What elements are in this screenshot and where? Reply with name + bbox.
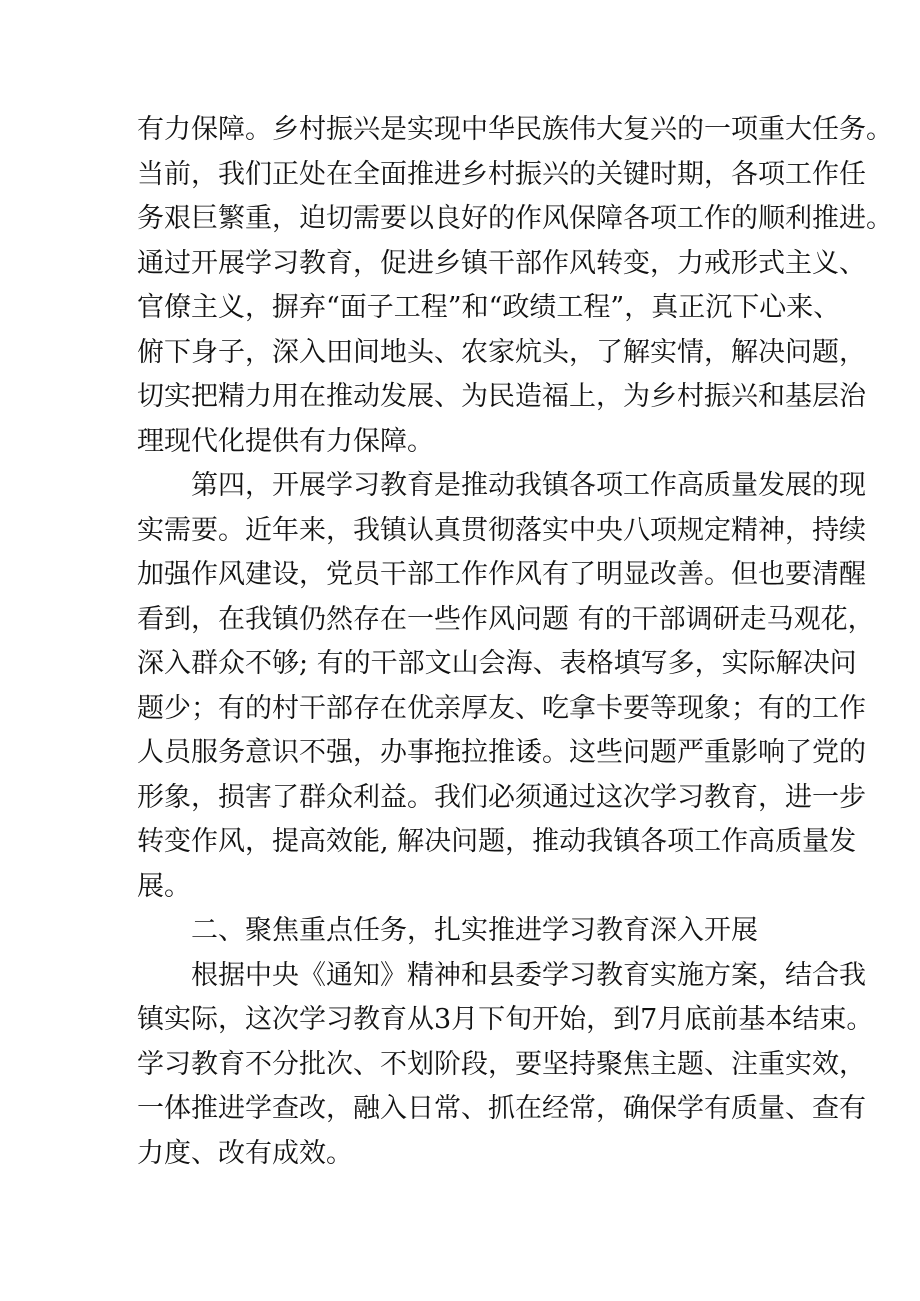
paragraph	[137, 108, 893, 464]
text-line: 展。	[137, 870, 191, 902]
text-line: 转变作风，提高效能, 解决问题，推动我镇各项工作高质量发	[137, 826, 857, 857]
text-line: 根据中央《通知》精神和县委学习教育实施方案，结合我	[191, 959, 866, 991]
text-line: 加强作风建设，党员干部工作作风有了明显改善。但也要清醒	[137, 559, 866, 590]
text-line: 看到，在我镇仍然存在一些作风问题 有的干部调研走马观花，	[137, 603, 875, 635]
text-line: 有力保障。乡村振兴是实现中华民族伟大复兴的一项重大任务。	[137, 114, 893, 145]
text-line: 实需要。近年来，我镇认真贯彻落实中央八项规定精神，持续	[137, 514, 866, 546]
text-line: 二、聚焦重点任务，扎实推进学习教育深入开展	[191, 915, 758, 946]
text-line: 第四，开展学习教育是推动我镇各项工作高质量发展的现	[191, 470, 866, 501]
text-line: 切实把精力用在推动发展、为民造福上，为乡村振兴和基层治	[137, 381, 866, 412]
paragraph	[137, 464, 875, 909]
text-line: 务艰巨繁重，迫切需要以良好的作风保障各项工作的顺利推进。	[137, 203, 893, 234]
text-line: 官僚主义，摒弃“面子工程”和“政绩工程”，真正沉下心来、	[137, 292, 841, 323]
text-line: 俯下身子，深入田间地头、农家炕头，了解实情，解决问题，	[137, 336, 866, 368]
section-heading	[137, 909, 809, 954]
text-line: 一体推进学查改，融入日常、抓在经常，确保学有质量、查有	[137, 1093, 866, 1124]
text-line: 力度、改有成效。	[137, 1137, 353, 1169]
text-line: 通过开展学习教育，促进乡镇干部作风转变，力戒形式主义、	[137, 247, 866, 279]
text-line: 人员服务意识不强，办事拖拉推诿。这些问题严重影响了党的	[137, 737, 866, 768]
text-line: 当前，我们正处在全面推进乡村振兴的关键时期，各项工作任	[137, 158, 866, 190]
text-line: 理现代化提供有力保障。	[137, 425, 434, 457]
text-line: 题少；有的村干部存在优亲厚友、吃拿卡要等现象；有的工作	[137, 692, 866, 724]
text-line: 镇实际，这次学习教育从3月下旬开始，到7月底前基本结束。	[137, 1004, 874, 1035]
document-body	[137, 108, 893, 1176]
text-line: 形象，损害了群众利益。我们必须通过这次学习教育，进一步	[137, 781, 866, 813]
paragraph	[137, 954, 874, 1177]
text-line: 深入群众不够; 有的干部文山会海、表格填写多，实际解决问	[137, 648, 857, 679]
text-line: 学习教育不分批次、不划阶段，要坚持聚焦主题、注重实效，	[137, 1048, 866, 1080]
